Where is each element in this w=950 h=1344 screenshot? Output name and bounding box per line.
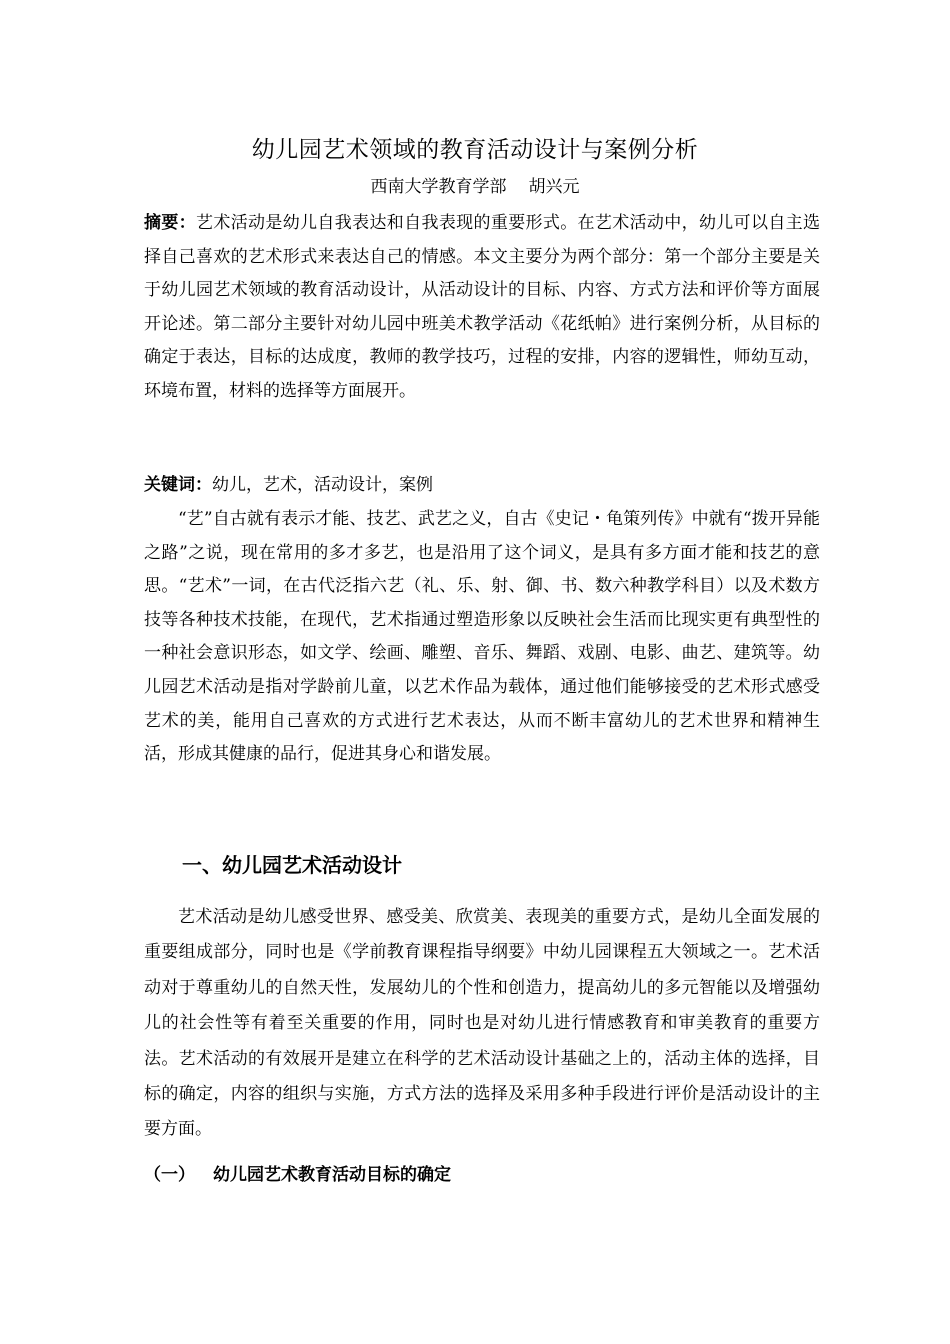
subsection-number: （一）: [144, 1165, 195, 1185]
abstract: [144, 207, 820, 409]
subsection-heading: [144, 1160, 451, 1190]
keywords-text: 幼儿，艺术，活动设计，案例: [212, 475, 433, 495]
author-line: [0, 174, 950, 200]
intro-paragraph: “艺”自古就有表示才能、技艺、武艺之义，自古《史记・龟策列传》中就有“拨开异能之路”之说，现在常用的多才多艺，也是沿用了这个词义，是具有多方面才能和技艺的意思。“艺术”一词，在古代泛指六艺（礼、乐、射、御、书、数六种教学科目）以及术数方技等各种技术技能，在现代，艺术指通过塑造形象以反映社会生活而比现实更有典型性的一种社会意识形态，如文学、绘画、雕塑、音乐、舞蹈、戏剧、电影、曲艺、建筑等。幼儿园艺术活动是指对学龄前儿童，以艺术作品为载体，通过他们能够接受的艺术形式感受艺术的美，能用自己喜欢的方式进行艺术表达，从而不断丰富幼儿的艺术世界和精神生活，形成其健康的品行，促进其身心和谐发展。: [144, 509, 820, 765]
keywords-label: 关键词：: [144, 475, 212, 495]
section-paragraph: 艺术活动是幼儿感受世界、感受美、欣赏美、表现美的重要方式，是幼儿全面发展的重要组成部分，同时也是《学前教育课程指导纲要》中幼儿园课程五大领域之一。艺术活动对于尊重幼儿的自然天性，发展幼儿的个性和创造力，提高幼儿的多元智能以及增强幼儿的社会性等有着至关重要的作用，同时也是对幼儿进行情感教育和审美教育的重要方法。艺术活动的有效展开是建立在科学的艺术活动设计基础之上的，活动主体的选择，目标的确定，内容的组织与实施，方式方法的选择及采用多种手段进行评价是活动设计的主要方面。: [144, 907, 820, 1140]
section-heading: 一、幼儿园艺术活动设计: [182, 853, 402, 877]
document-title: 幼儿园艺术领域的教育活动设计与案例分析: [251, 137, 699, 163]
author-affiliation: 西南大学教育学部: [370, 177, 507, 197]
abstract-label: 摘要：: [144, 213, 197, 233]
subsection-title: 幼儿园艺术教育活动目标的确定: [213, 1165, 451, 1185]
keywords: [144, 469, 820, 503]
abstract-text: 艺术活动是幼儿自我表达和自我表现的重要形式。在艺术活动中，幼儿可以自主选择自己喜欢的艺术形式来表达自己的情感。本文主要分为两个部分：第一个部分主要是关于幼儿园艺术领域的教育活动设计，从活动设计的目标、内容、方式方法和评价等方面展开论述。第二部分主要针对幼儿园中班美术教学活动《花纸帕》进行案例分析，从目标的确定于表达，目标的达成度，教师的教学技巧，过程的安排，内容的逻辑性，师幼互动，环境布置，材料的选择等方面展开。: [144, 213, 821, 401]
author-name: 胡兴元: [528, 177, 580, 197]
